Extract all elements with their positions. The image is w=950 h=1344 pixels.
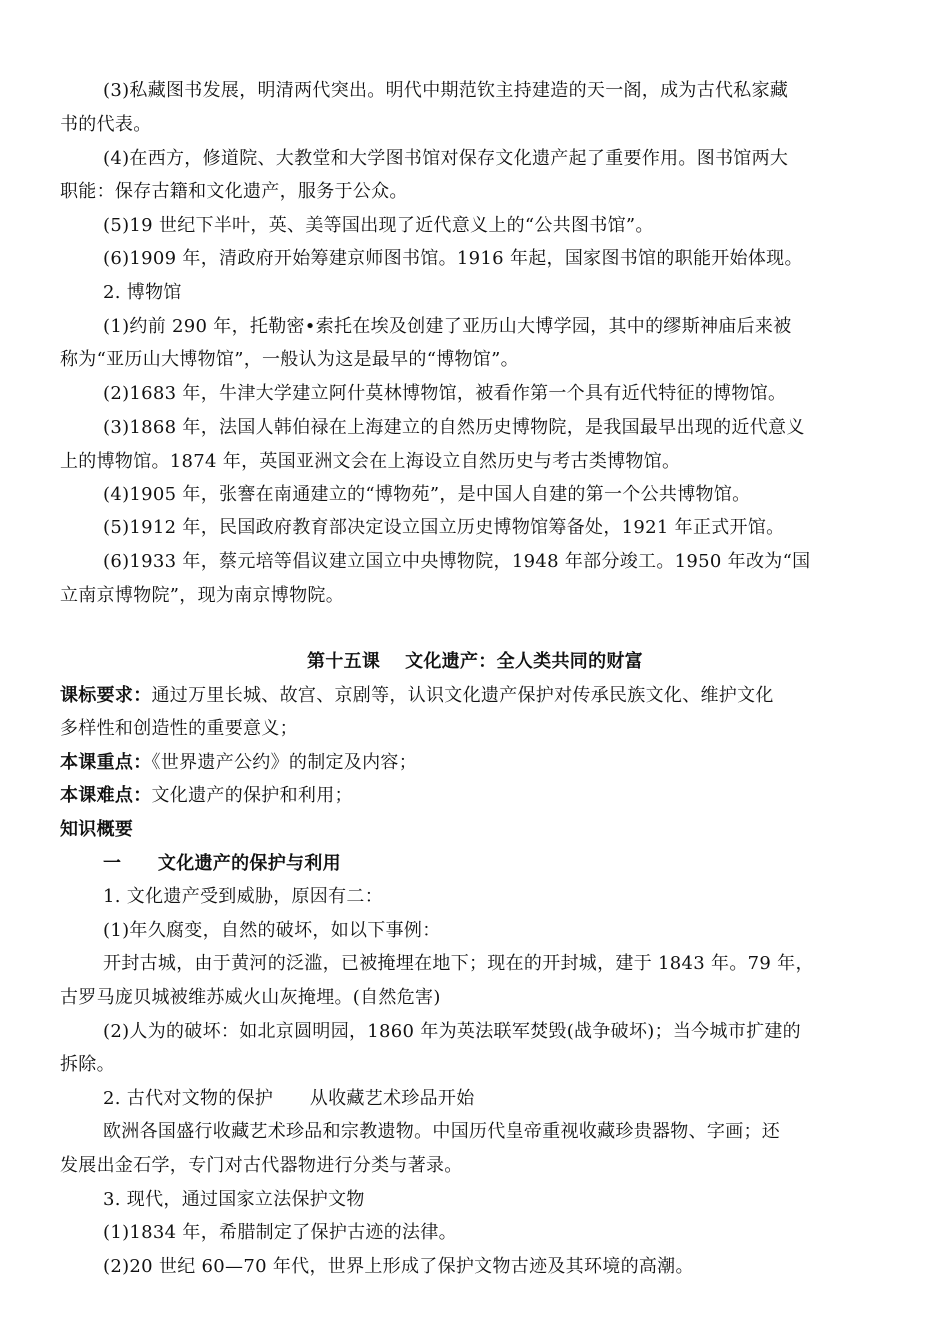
paragraph: (4)1905 年，张謇在南通建立的“博物苑”，是中国人自建的第一个公共博物馆。 xyxy=(103,484,751,505)
paragraph: (6)1933 年，蔡元培等倡议建立国立中央博物院，1948 年部分竣工。1950 年改为“国 xyxy=(103,551,811,572)
difficulty-text: 文化遗产的保护和利用； xyxy=(151,785,353,806)
paragraph: (1)年久腐变，自然的破坏，如以下事例： xyxy=(103,920,441,941)
paragraph: (6)1909 年，清政府开始筹建京师图书馆。1916 年起，国家图书馆的职能开始体现。 xyxy=(103,248,803,269)
paragraph: 1. 文化遗产受到威胁，原因有二： xyxy=(103,886,383,907)
paragraph: (2)人为的破坏：如北京圆明园，1860 年为英法联军焚毁(战争破坏)；当今城市扩建的 xyxy=(103,1021,801,1042)
course-standard xyxy=(60,684,774,708)
paragraph: (3)1868 年，法国人韩伯禄在上海建立的自然历史博物院，是我国最早出现的近代意义 xyxy=(103,417,805,438)
paragraph: (5)1912 年，民国政府教育部决定设立国立历史博物馆筹备处，1921 年正式开馆。 xyxy=(103,517,785,538)
course-standard-text: 通过万里长城、故宫、京剧等，认识文化遗产保护对传承民族文化、维护文化 xyxy=(151,685,774,706)
paragraph: (3)私藏图书发展，明清两代突出。明代中期范钦主持建造的天一阁，成为古代私家藏 xyxy=(103,80,789,101)
difficulty xyxy=(60,784,353,808)
paragraph: (2)1683 年，牛津大学建立阿什莫林博物馆，被看作第一个具有近代特征的博物馆。 xyxy=(103,383,787,404)
paragraph-continuation: 古罗马庞贝城被维苏威火山灰掩埋。(自然危害) xyxy=(60,987,441,1008)
key-point xyxy=(60,751,417,775)
paragraph: (4)在西方，修道院、大教堂和大学图书馆对保存文化遗产起了重要作用。图书馆两大 xyxy=(103,148,789,169)
paragraph: 3. 现代，通过国家立法保护文物 xyxy=(103,1189,365,1210)
paragraph-continuation: 职能：保存古籍和文化遗产，服务于公众。 xyxy=(60,181,408,202)
paragraph-continuation: 发展出金石学，专门对古代器物进行分类与著录。 xyxy=(60,1155,463,1176)
paragraph: 欧洲各国盛行收藏艺术珍品和宗教遗物。中国历代皇帝重视收藏珍贵器物、字画；还 xyxy=(103,1121,781,1142)
paragraph-continuation: 立南京博物院”，现为南京博物院。 xyxy=(60,585,345,606)
overview-heading: 知识概要 xyxy=(60,819,134,840)
paragraph: 2. 古代对文物的保护 从收藏艺术珍品开始 xyxy=(103,1088,475,1109)
paragraph-continuation: 拆除。 xyxy=(60,1054,115,1075)
key-point-text: 《世界遗产公约》的制定及内容； xyxy=(151,752,417,773)
key-point-label: 本课重点： xyxy=(60,752,152,773)
paragraph-continuation: 书的代表。 xyxy=(60,114,152,135)
section-heading-one: 一 文化遗产的保护与利用 xyxy=(103,853,341,874)
section-heading-museum: 2. 博物馆 xyxy=(103,282,182,303)
paragraph-continuation: 称为“亚历山大博物馆”，一般认为这是最早的“博物馆”。 xyxy=(60,349,519,370)
paragraph: (2)20 世纪 60—70 年代，世界上形成了保护文物古迹及其环境的高潮。 xyxy=(103,1256,694,1277)
paragraph: (1)1834 年，希腊制定了保护古迹的法律。 xyxy=(103,1222,457,1243)
paragraph-continuation: 上的博物馆。1874 年，英国亚洲文会在上海设立自然历史与考古类博物馆。 xyxy=(60,451,681,472)
paragraph: (5)19 世纪下半叶，英、美等国出现了近代意义上的“公共图书馆”。 xyxy=(103,215,654,236)
paragraph: 开封古城，由于黄河的泛滥，已被掩埋在地下；现在的开封城，建于 1843 年。79 年， xyxy=(103,953,814,974)
course-standard-continuation: 多样性和创造性的重要意义； xyxy=(60,718,298,739)
lesson-title: 第十五课 文化遗产：全人类共同的财富 xyxy=(307,651,643,672)
paragraph: (1)约前 290 年，托勒密•索托在埃及创建了亚历山大博学园，其中的缪斯神庙后来被 xyxy=(103,316,792,337)
course-standard-label: 课标要求： xyxy=(60,685,152,706)
difficulty-label: 本课难点： xyxy=(60,785,152,806)
